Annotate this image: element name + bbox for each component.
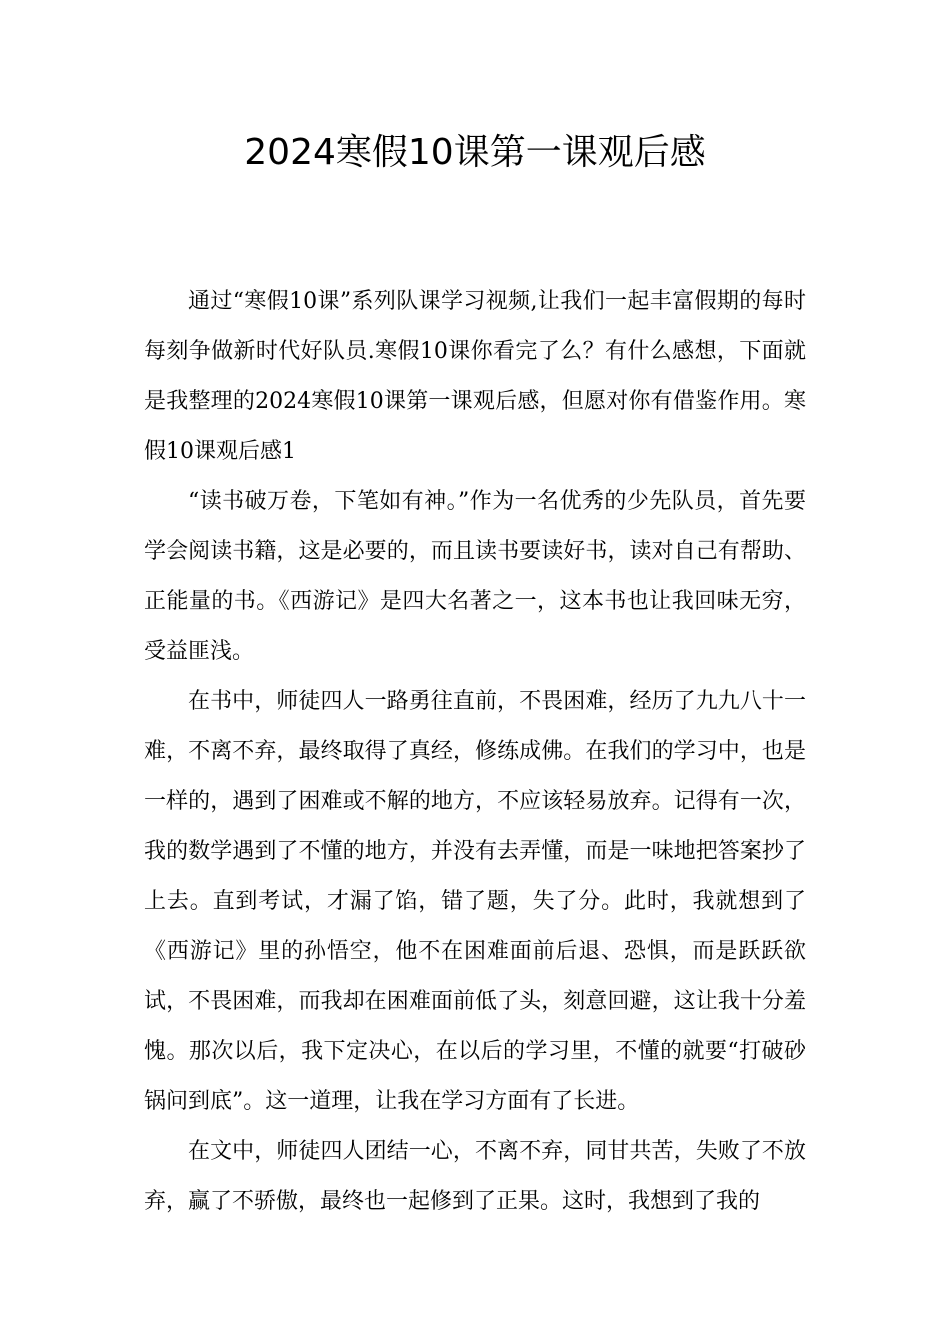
paragraph-4: 在文中，师徒四人团结一心，不离不弃，同甘共苦，失败了不放弃，赢了不骄傲，最终也一起修到了正果。这时，我想到了我的 — [144, 1139, 806, 1214]
paragraph-2: “读书破万卷，下笔如有神。”作为一名优秀的少先队员，首先要学会阅读书籍，这是必要的，而且读书要读好书，读对自己有帮助、正能量的书。《西游记》是四大名著之一，这本书也让我回味无穷，受益匪浅。 — [144, 489, 806, 664]
paragraph-3: 在书中，师徒四人一路勇往直前，不畏困难，经历了九九八十一难，不离不弃，最终取得了真经，修练成佛。在我们的学习中，也是一样的，遇到了困难或不解的地方，不应该轻易放弃。记得有一次，我的数学遇到了不懂的地方，并没有去弄懂，而是一味地把答案抄了上去。直到考试，才漏了馅，错了题，失了分。此时，我就想到了《西游记》里的孙悟空，他不在困难面前后退、恐惧，而是跃跃欲试，不畏困难，而我却在困难面前低了头，刻意回避，这让我十分羞愧。那次以后，我下定决心，在以后的学习里，不懂的就要“打破砂锅问到底”。这一道理，让我在学习方面有了长进。 — [144, 689, 806, 1114]
document-title: 2024寒假10课第一课观后感 — [244, 132, 706, 173]
document-body — [144, 277, 806, 1227]
paragraph-1: 通过“寒假10课”系列队课学习视频,让我们一起丰富假期的每时每刻争做新时代好队员.寒假10课你看完了么？有什么感想，下面就是我整理的2024寒假10课第一课观后感，但愿对你有借鉴作用。寒假10课观后感1 — [144, 289, 806, 464]
